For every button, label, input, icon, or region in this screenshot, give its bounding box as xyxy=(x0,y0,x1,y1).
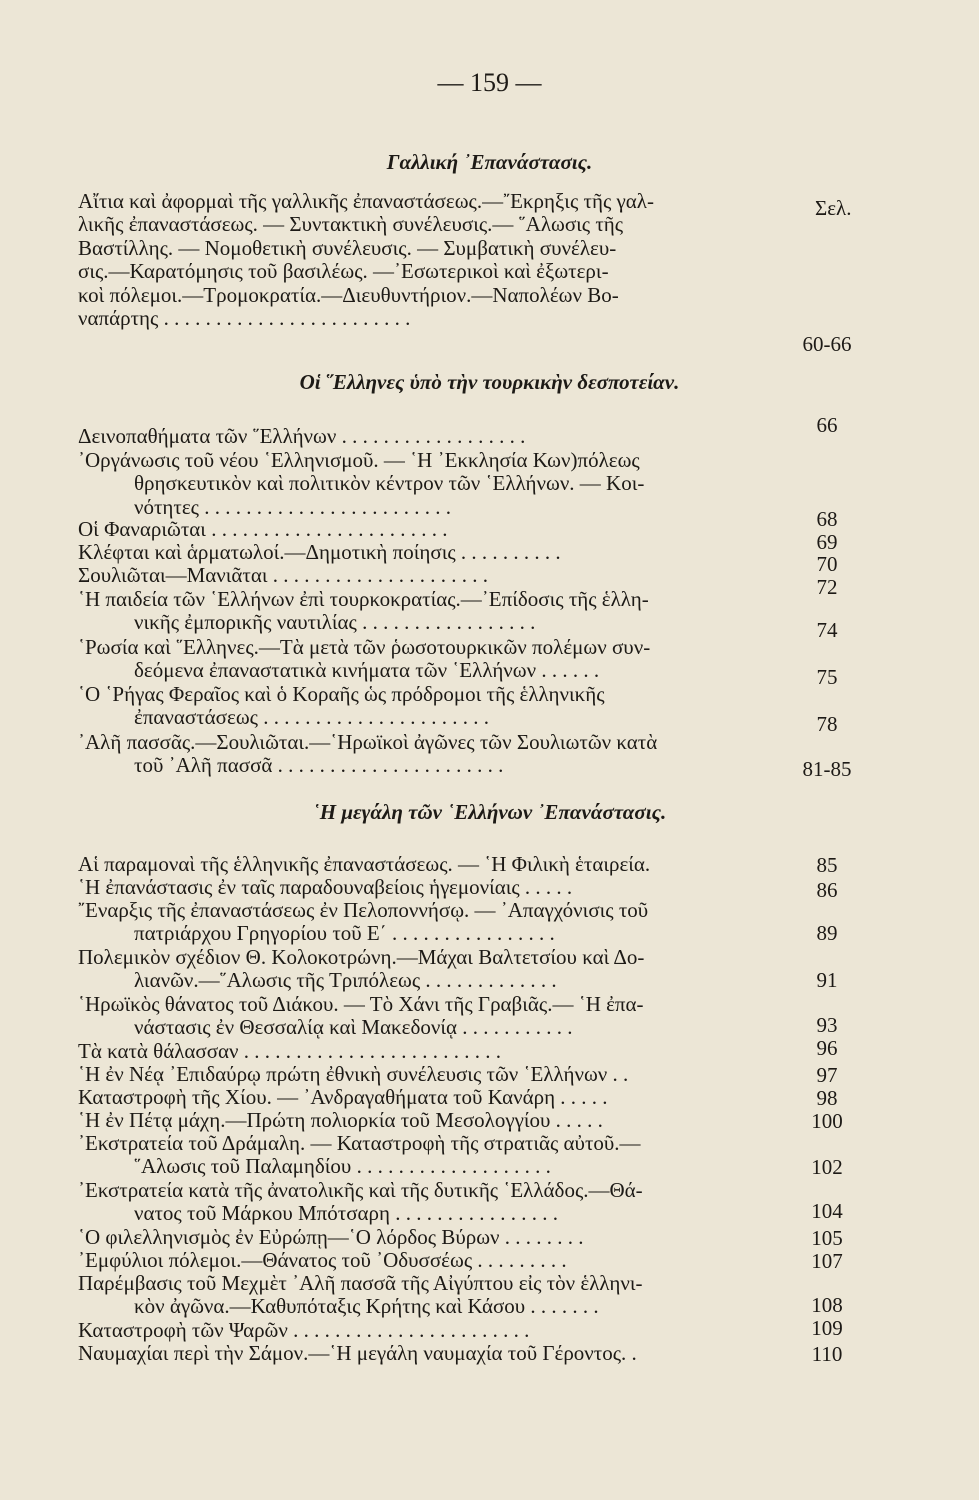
toc-entry xyxy=(78,564,778,587)
section-heading-french-revolution: Γαλλική ᾿Επανάστασις. xyxy=(386,150,593,174)
section-heading-greeks-under-turkish-rule: Οἱ ῞Ελληνες ὑπὸ τὴν τουρκικὴν δεσποτείαν. xyxy=(299,370,680,394)
toc-entry xyxy=(78,449,778,519)
entry-page-number: 89 xyxy=(816,921,838,945)
toc-entry xyxy=(78,190,778,330)
entry-page-number: 97 xyxy=(816,1063,838,1087)
toc-entry xyxy=(78,876,778,899)
toc-entry xyxy=(78,1040,778,1063)
entry-page-number: 72 xyxy=(816,575,838,599)
entry-line: σις.—Καρατόμησις τοῦ βασιλέως. —᾿Εσωτερικοὶ καὶ ἐξωτερι- xyxy=(78,260,609,284)
entry-line: Σουλιῶται—Μανιᾶται . . . . . . . . . . . . . . . . . . . . . xyxy=(78,564,489,587)
entry-page-number: 85 xyxy=(816,853,838,877)
entry-page-number: 91 xyxy=(816,968,838,992)
toc-entry xyxy=(78,683,778,730)
entry-page-number: 93 xyxy=(816,1013,838,1037)
entry-line: κὸν ἀγῶνα.—Καθυπόταξις Κρήτης καὶ Κάσου . . . . . . . xyxy=(134,1295,599,1319)
toc-entry xyxy=(78,541,778,564)
entry-page-number: 86 xyxy=(816,878,838,902)
entry-page-number: 100 xyxy=(811,1109,843,1133)
toc-entry xyxy=(78,425,778,448)
toc-entry xyxy=(78,1319,778,1342)
entry-page-number: 70 xyxy=(816,552,838,576)
entry-line: Καταστροφὴ τῶν Ψαρῶν . . . . . . . . . . . . . . . . . . . . . . . xyxy=(78,1319,530,1342)
entry-page-number: 66 xyxy=(816,413,838,437)
entry-line: λιανῶν.—῞Αλωσις τῆς Τριπόλεως . . . . . . . . . . . . . xyxy=(134,969,557,993)
toc-entry xyxy=(78,588,778,635)
page-column-label: Σελ. xyxy=(815,196,852,220)
toc-entry xyxy=(78,1063,778,1086)
entry-line: ᾿Εκστρατεία κατὰ τῆς ἀνατολικῆς καὶ τῆς δυτικῆς ῾Ελλάδος.—Θά- xyxy=(78,1179,643,1202)
entry-line: ᾿Οργάνωσις τοῦ νέου ῾Ελληνισμοῦ. — ῾Η ᾿Εκκλησία Κων)πόλεως xyxy=(78,449,640,472)
entry-page-number: 96 xyxy=(816,1036,838,1060)
entry-line: Καταστροφὴ τῆς Χίου. — ᾿Ανδραγαθήματα τοῦ Κανάρη . . . . . xyxy=(78,1086,608,1109)
toc-entry xyxy=(78,946,778,993)
entry-line: Αἱ παραμοναὶ τῆς ἑλληνικῆς ἐπαναστάσεως. — ῾Η Φιλικὴ ἑταιρεία. xyxy=(78,853,651,876)
entry-line: τοῦ ᾿Αλῆ πασσᾶ . . . . . . . . . . . . . . . . . . . . . . xyxy=(134,754,504,778)
entry-line: ᾿Εκστρατεία τοῦ Δράμαλη. — Καταστροφὴ τῆς στρατιᾶς αὐτοῦ.— xyxy=(78,1132,641,1155)
entry-line: Αἴτια καὶ ἀφορμαὶ τῆς γαλλικῆς ἐπαναστάσεως.—῎Εκρηξις τῆς γαλ- xyxy=(78,190,654,213)
entry-line: πατριάρχου Γρηγορίου τοῦ Ε΄ . . . . . . . . . . . . . . . . xyxy=(134,922,555,946)
entry-line: ἐπαναστάσεως . . . . . . . . . . . . . . . . . . . . . . xyxy=(134,706,489,730)
entry-line: ᾿Εμφύλιοι πόλεμοι.—Θάνατος τοῦ ᾿Οδυσσέως . . . . . . . . . xyxy=(78,1249,567,1272)
entry-line: Ναυμαχίαι περὶ τὴν Σάμον.—῾Η μεγάλη ναυμαχία τοῦ Γέροντος. . xyxy=(78,1342,637,1365)
entry-page-number: 110 xyxy=(811,1342,843,1366)
entry-page-number: 107 xyxy=(811,1249,843,1273)
entry-line: Πολεμικὸν σχέδιον Θ. Κολοκοτρώνη.—Μάχαι Βαλτετσίου καὶ Δο- xyxy=(78,946,645,969)
entry-line: δεόμενα ἐπαναστατικὰ κινήματα τῶν ῾Ελλήνων . . . . . . xyxy=(134,659,600,683)
entry-line: ῾Ηρωϊκὸς θάνατος τοῦ Διάκου. — Τὸ Χάνι τῆς Γραβιᾶς.— ῾Η ἐπα- xyxy=(78,993,644,1016)
toc-entry xyxy=(78,853,778,876)
entry-line: κοὶ πόλεμοι.—Τρομοκρατία.—Διευθυντήριον.—Ναπολέων Βο- xyxy=(78,283,619,307)
page-number: — 159 — xyxy=(437,68,542,97)
toc-entry xyxy=(78,993,778,1040)
toc-entry xyxy=(78,731,778,778)
entry-page-number: 69 xyxy=(816,530,838,554)
entry-line: ῾Η ἐν Πέτᾳ μάχη.—Πρώτη πολιορκία τοῦ Μεσολογγίου . . . . . xyxy=(78,1109,603,1132)
entry-line: θρησκευτικὸν καὶ πολιτικὸν κέντρον τῶν ῾Ελλήνων. — Κοι- xyxy=(134,472,645,496)
entry-line: ῾Ο φιλελληνισμὸς ἐν Εὐρώπῃ—῾Ο λόρδος Βύρων . . . . . . . . xyxy=(78,1226,584,1249)
entry-page-number: 102 xyxy=(811,1155,843,1179)
entry-page-number: 105 xyxy=(811,1226,843,1250)
entry-line: νότητες . . . . . . . . . . . . . . . . . . . . . . . . xyxy=(134,495,451,519)
entry-line: λικῆς ἐπαναστάσεως. — Συντακτικὴ συνέλευσις.— ῞Αλωσις τῆς xyxy=(78,213,624,237)
toc-entry xyxy=(78,1109,778,1132)
toc-entry xyxy=(78,1132,778,1179)
entry-line: νάστασις ἐν Θεσσαλίᾳ καὶ Μακεδονίᾳ . . . . . . . . . . . xyxy=(134,1016,573,1040)
entry-line: νικῆς ἐμπορικῆς ναυτιλίας . . . . . . . . . . . . . . . . . xyxy=(134,611,536,635)
entry-line: ῾Ρωσία καὶ ῞Ελληνες.—Τὰ μετὰ τῶν ῥωσοτουρκικῶν πολέμων συν- xyxy=(78,636,651,659)
entry-line: ῾Ο ῾Ρήγας Φεραῖος καὶ ὁ Κοραῆς ὡς πρόδρομοι τῆς ἑλληνικῆς xyxy=(78,683,605,706)
entry-line: Βαστίλλης. — Νομοθετικὴ συνέλευσις. — Συμβατικὴ συνέλευ- xyxy=(78,236,617,260)
entry-line: ᾿Αλῆ πασσᾶς.—Σουλιῶται.—῾Ηρωϊκοὶ ἀγῶνες τῶν Σουλιωτῶν κατὰ xyxy=(78,731,658,754)
toc-entry xyxy=(78,1249,778,1272)
entry-line: ῾Η ἐν Νέᾳ ᾿Επιδαύρῳ πρώτη ἐθνικὴ συνέλευσις τῶν ῾Ελλήνων . . xyxy=(78,1063,629,1086)
entry-line: Κλέφται καὶ ἁρματωλοί.—Δημοτικὴ ποίησις . . . . . . . . . . xyxy=(78,541,561,564)
entry-page-number: 75 xyxy=(816,665,838,689)
entry-page-number: 98 xyxy=(816,1086,838,1110)
entry-line: ῾Η ἐπανάστασις ἐν ταῖς παραδουναβείοις ἡγεμονίαις . . . . . xyxy=(78,876,573,899)
entry-line: Παρέμβασις τοῦ Μεχμὲτ ᾿Αλῆ πασσᾶ τῆς Αἰγύπτου εἰς τὸν ἑλληνι- xyxy=(78,1272,643,1295)
entry-page-number: 68 xyxy=(816,507,838,531)
entry-page-number: 60-66 xyxy=(802,332,852,356)
toc-entry xyxy=(78,1272,778,1319)
entry-line: Οἱ Φαναριῶται . . . . . . . . . . . . . . . . . . . . . . . xyxy=(78,518,448,541)
entry-page-number: 74 xyxy=(816,618,838,642)
entry-line: Τὰ κατὰ θάλασσαν . . . . . . . . . . . . . . . . . . . . . . . . . xyxy=(78,1040,502,1063)
entry-line: ῎Εναρξις τῆς ἐπαναστάσεως ἐν Πελοποννήσῳ. — ᾿Απαγχόνισις τοῦ xyxy=(78,899,649,922)
entry-line: Δεινοπαθήματα τῶν ῞Ελλήνων . . . . . . . . . . . . . . . . . . xyxy=(78,425,526,448)
toc-entry xyxy=(78,1342,778,1365)
toc-entry xyxy=(78,518,778,541)
toc-entry xyxy=(78,1226,778,1249)
entry-page-number: 81-85 xyxy=(802,757,852,781)
toc-entry xyxy=(78,1086,778,1109)
entry-page-number: 104 xyxy=(811,1199,843,1223)
entry-line: ναπάρτης . . . . . . . . . . . . . . . . . . . . . . . . xyxy=(78,307,411,331)
entry-page-number: 108 xyxy=(811,1293,843,1317)
entry-page-number: 109 xyxy=(811,1316,843,1340)
entry-line: ῞Αλωσις τοῦ Παλαμηδίου . . . . . . . . . . . . . . . . . . . xyxy=(134,1155,551,1179)
toc-entry xyxy=(78,1179,778,1226)
entry-page-number: 78 xyxy=(816,712,838,736)
entry-line: ῾Η παιδεία τῶν ῾Ελλήνων ἐπὶ τουρκοκρατίας.—᾿Επίδοσις τῆς ἑλλη- xyxy=(78,588,649,611)
toc-entry xyxy=(78,899,778,946)
toc-entry xyxy=(78,636,778,683)
section-heading-great-greek-revolution: ῾Η μεγάλη τῶν ῾Ελλήνων ᾿Επανάστασις. xyxy=(312,800,667,824)
entry-line: νατος τοῦ Μάρκου Μπότσαρη . . . . . . . . . . . . . . . . xyxy=(134,1202,559,1226)
